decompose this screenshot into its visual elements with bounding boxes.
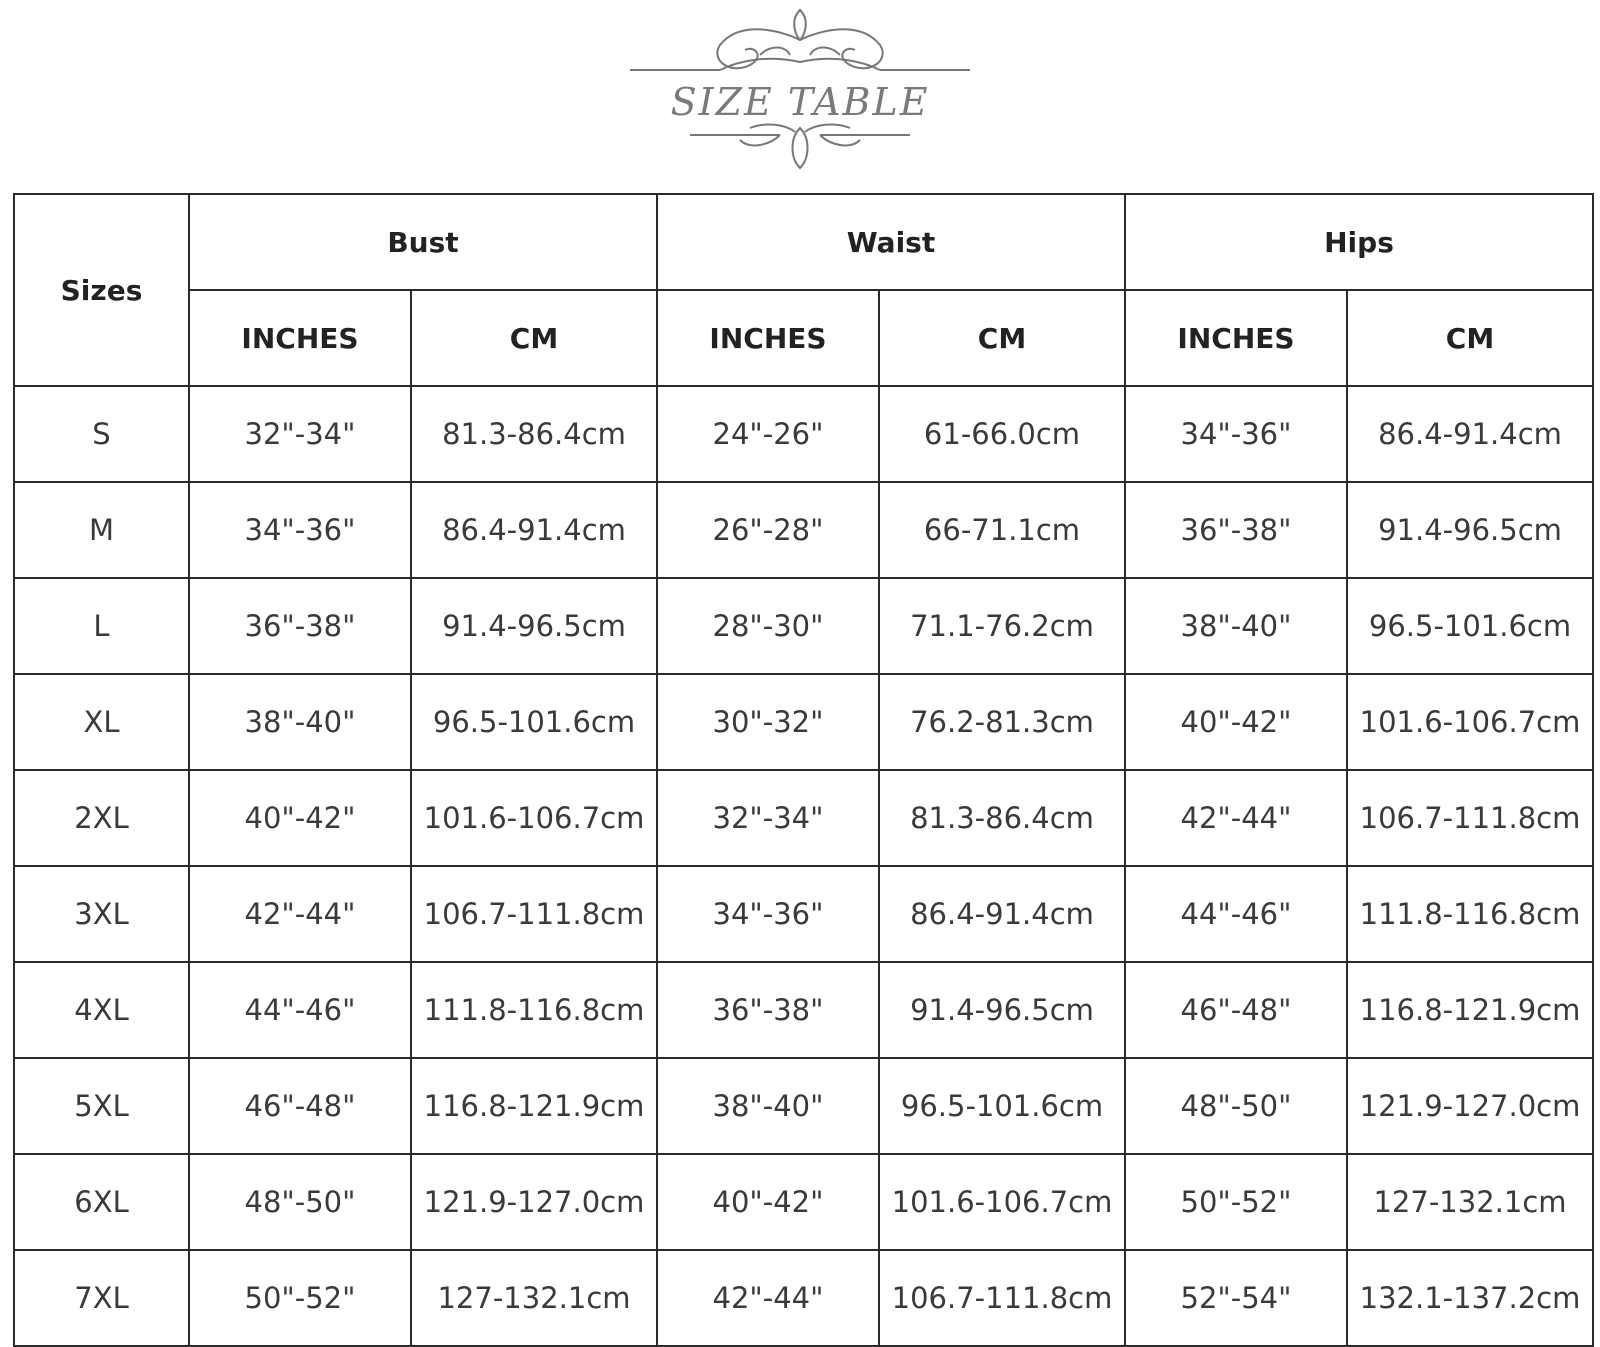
waist-inches-header: INCHES — [657, 290, 879, 386]
size-cell: 7XL — [14, 1250, 189, 1346]
waist-cm-cell: 86.4-91.4cm — [879, 866, 1125, 962]
hips-inches-cell: 34"-36" — [1125, 386, 1347, 482]
bust-cm-cell: 121.9-127.0cm — [411, 1154, 657, 1250]
size-cell: 2XL — [14, 770, 189, 866]
hips-inches-cell: 48"-50" — [1125, 1058, 1347, 1154]
bust-cm-cell: 96.5-101.6cm — [411, 674, 657, 770]
waist-inches-cell: 24"-26" — [657, 386, 879, 482]
table-row — [14, 1154, 1593, 1250]
size-cell: 4XL — [14, 962, 189, 1058]
waist-inches-cell: 28"-30" — [657, 578, 879, 674]
hips-cm-cell: 91.4-96.5cm — [1347, 482, 1593, 578]
hips-inches-cell: 42"-44" — [1125, 770, 1347, 866]
bust-cm-cell: 116.8-121.9cm — [411, 1058, 657, 1154]
hips-cm-cell: 121.9-127.0cm — [1347, 1058, 1593, 1154]
bust-inches-cell: 36"-38" — [189, 578, 411, 674]
waist-inches-cell: 34"-36" — [657, 866, 879, 962]
waist-inches-cell: 36"-38" — [657, 962, 879, 1058]
hips-inches-cell: 50"-52" — [1125, 1154, 1347, 1250]
size-cell: 6XL — [14, 1154, 189, 1250]
waist-cm-cell: 96.5-101.6cm — [879, 1058, 1125, 1154]
bust-inches-cell: 48"-50" — [189, 1154, 411, 1250]
size-cell: 3XL — [14, 866, 189, 962]
hips-cm-cell: 106.7-111.8cm — [1347, 770, 1593, 866]
bust-cm-cell: 111.8-116.8cm — [411, 962, 657, 1058]
table-row — [14, 962, 1593, 1058]
bust-cm-cell: 127-132.1cm — [411, 1250, 657, 1346]
bust-cm-cell: 86.4-91.4cm — [411, 482, 657, 578]
hips-cm-cell: 101.6-106.7cm — [1347, 674, 1593, 770]
bust-inches-cell: 42"-44" — [189, 866, 411, 962]
waist-group-header: Waist — [657, 194, 1125, 290]
waist-cm-cell: 106.7-111.8cm — [879, 1250, 1125, 1346]
hips-inches-cell: 46"-48" — [1125, 962, 1347, 1058]
waist-inches-cell: 26"-28" — [657, 482, 879, 578]
sizes-column-header: Sizes — [14, 194, 189, 386]
bust-group-header: Bust — [189, 194, 657, 290]
waist-cm-cell: 101.6-106.7cm — [879, 1154, 1125, 1250]
table-unit-header-row — [14, 290, 1593, 386]
hips-cm-cell: 127-132.1cm — [1347, 1154, 1593, 1250]
size-cell: 5XL — [14, 1058, 189, 1154]
hips-inches-cell: 44"-46" — [1125, 866, 1347, 962]
waist-inches-cell: 32"-34" — [657, 770, 879, 866]
table-row — [14, 866, 1593, 962]
waist-cm-cell: 91.4-96.5cm — [879, 962, 1125, 1058]
table-row — [14, 1058, 1593, 1154]
waist-cm-cell: 81.3-86.4cm — [879, 770, 1125, 866]
bust-inches-cell: 34"-36" — [189, 482, 411, 578]
bust-inches-cell: 50"-52" — [189, 1250, 411, 1346]
size-chart-table — [13, 193, 1594, 1347]
waist-cm-cell: 76.2-81.3cm — [879, 674, 1125, 770]
bust-inches-cell: 40"-42" — [189, 770, 411, 866]
hips-cm-cell: 86.4-91.4cm — [1347, 386, 1593, 482]
size-table-title: SIZE TABLE — [670, 80, 930, 124]
hips-inches-header: INCHES — [1125, 290, 1347, 386]
table-row — [14, 1250, 1593, 1346]
hips-cm-cell: 96.5-101.6cm — [1347, 578, 1593, 674]
bust-inches-cell: 46"-48" — [189, 1058, 411, 1154]
waist-inches-cell: 40"-42" — [657, 1154, 879, 1250]
bust-cm-header: CM — [411, 290, 657, 386]
waist-cm-cell: 66-71.1cm — [879, 482, 1125, 578]
bust-inches-cell: 44"-46" — [189, 962, 411, 1058]
waist-inches-cell: 30"-32" — [657, 674, 879, 770]
hips-inches-cell: 38"-40" — [1125, 578, 1347, 674]
hips-cm-cell: 132.1-137.2cm — [1347, 1250, 1593, 1346]
hips-inches-cell: 52"-54" — [1125, 1250, 1347, 1346]
table-body — [14, 386, 1593, 1346]
bust-cm-cell: 101.6-106.7cm — [411, 770, 657, 866]
table-group-header-row — [14, 194, 1593, 290]
bust-inches-cell: 32"-34" — [189, 386, 411, 482]
bust-inches-header: INCHES — [189, 290, 411, 386]
size-cell: M — [14, 482, 189, 578]
waist-inches-cell: 42"-44" — [657, 1250, 879, 1346]
waist-inches-cell: 38"-40" — [657, 1058, 879, 1154]
hips-inches-cell: 36"-38" — [1125, 482, 1347, 578]
size-cell: S — [14, 386, 189, 482]
waist-cm-cell: 71.1-76.2cm — [879, 578, 1125, 674]
hips-cm-header: CM — [1347, 290, 1593, 386]
hips-cm-cell: 116.8-121.9cm — [1347, 962, 1593, 1058]
hips-cm-cell: 111.8-116.8cm — [1347, 866, 1593, 962]
hips-inches-cell: 40"-42" — [1125, 674, 1347, 770]
table-row — [14, 674, 1593, 770]
size-cell: XL — [14, 674, 189, 770]
hips-group-header: Hips — [1125, 194, 1593, 290]
waist-cm-cell: 61-66.0cm — [879, 386, 1125, 482]
table-row — [14, 482, 1593, 578]
bust-cm-cell: 81.3-86.4cm — [411, 386, 657, 482]
bust-cm-cell: 91.4-96.5cm — [411, 578, 657, 674]
size-cell: L — [14, 578, 189, 674]
bust-inches-cell: 38"-40" — [189, 674, 411, 770]
waist-cm-header: CM — [879, 290, 1125, 386]
table-row — [14, 578, 1593, 674]
bust-cm-cell: 106.7-111.8cm — [411, 866, 657, 962]
table-row — [14, 770, 1593, 866]
table-row — [14, 386, 1593, 482]
